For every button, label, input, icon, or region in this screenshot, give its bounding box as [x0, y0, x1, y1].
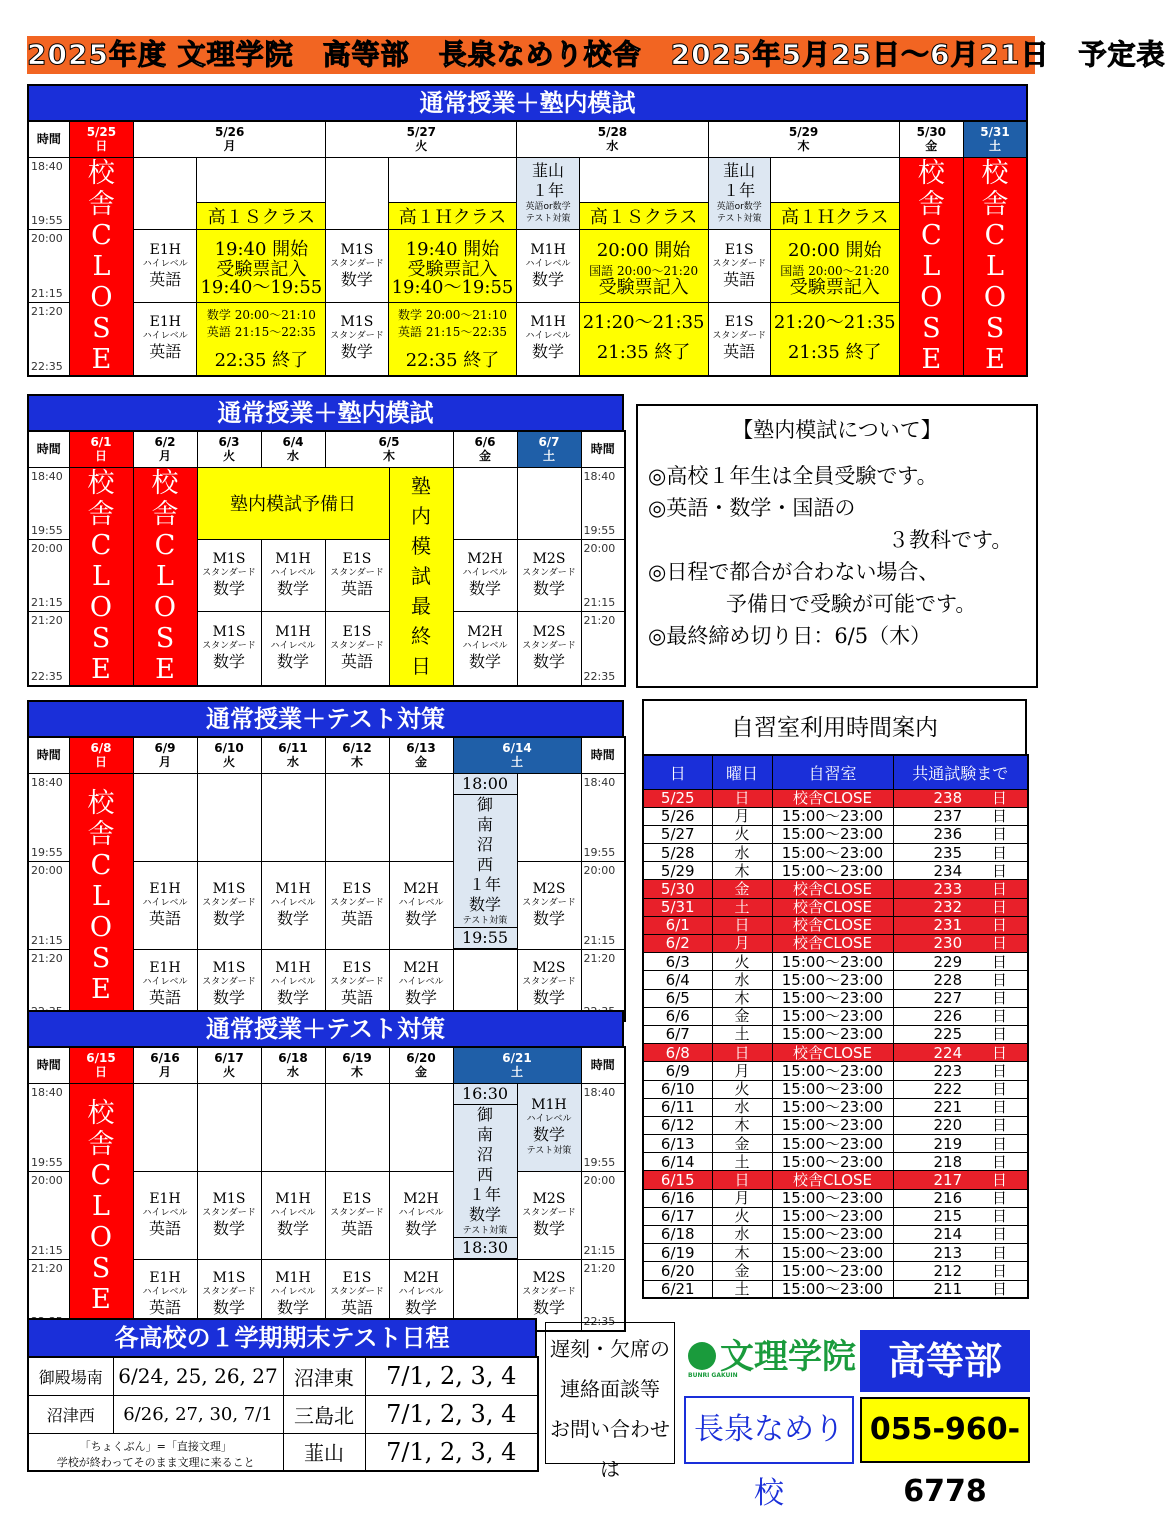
class-cell: M1S スタンダード 数学: [326, 230, 388, 303]
time-header: 時間: [28, 431, 69, 467]
nirayama-cell: 韮山 １年 英語or数学 テスト対策: [708, 157, 770, 230]
self-study-row: 6/3 火 15:00～23:00 229 日: [643, 953, 1028, 971]
day-header: 6/3 火: [197, 431, 261, 467]
class-cell: M1S スタンダード 数学: [197, 612, 261, 686]
self-study-row: 6/14 土 15:00～23:00 218 日: [643, 1153, 1028, 1171]
school-name: 長泉なめり校: [684, 1396, 854, 1464]
self-study-row: 5/27 火 15:00～23:00 236 日: [643, 825, 1028, 843]
mock-cell: 19:40 開始 受験票記入 19:40～19:55: [388, 230, 517, 303]
self-study-row: 6/2 月 校舎CLOSE 230 日: [643, 935, 1028, 953]
close-cell: 校 舎 C L O S E: [69, 773, 133, 1021]
mock-cell: 20:00 開始 国語 20:00～21:20 受験票記入: [579, 230, 708, 303]
class-cell: E1S スタンダード 英語: [708, 230, 770, 303]
mock-exam-info: 【塾内模試について】 ◎高校１年生は全員受験です。 ◎英語・数学・国語の ３教科です。 ◎日程で都合が合わない場合、 予備日で受験が可能です。 ◎最終締め切り日：6/5（木）: [636, 404, 1038, 688]
mock-cell: 20:00 開始 国語 20:00～21:20 受験票記入: [770, 230, 899, 303]
self-study-panel: 自習室利用時間案内 日 曜日 自習室 共通試験まで 5/25 日 校舎CLOSE 238 日 5/26 月 15:00～23:00 237 日 5/27 火 15:00～23:00 236 日 5/28 水 15:00～23:00 235 日 5/29 木 15:00～23:00 234 日 5/30 金 校舎CLOSE 233 日 5/31 土 校舎CLOSE 232 日 6/1 日 校舎CLOSE 231 日 6/2 月 校舎CLOSE 230 日 6/3 火 15:00～23:00 229 日 6/4 水 15:00～23:00 228 日 6/5 木 15:00～23:00 227 日 6/6 金 15:00～23:00 226 日 6/7 土 15:00～23:00 225 日 6/8 日 校舎CLOSE 224 日 6/9 月 15:00～23:00 223 日 6/10 火 15:00～23:00 222 日 6/11 水 15:00～23:00 221 日 6/12 木 15:00～23:00 220 日 6/13 金 15:00～23:00 219 日 6/14 土 15:00～23:00 218 日 6/15 日 校舎CLOSE 217 日 6/16 月 15:00～23:00 216 日 6/17 火 15:00～23:00 215 日 6/18 水 15:00～23:00 214 日 6/19 木 15:00～23:00 213 日 6/20 金 15:00～23:00 212 日 6/21 土 15:00～23:00 211 日: [642, 699, 1027, 1299]
day-header: 5/28 水: [517, 121, 708, 157]
day-header-sat: 5/31 土: [964, 121, 1028, 157]
mock-cell: 19:40 開始 受験票記入 19:40～19:55: [197, 230, 326, 303]
day-header-sun: 6/1 日: [69, 431, 133, 467]
self-study-row: 6/7 土 15:00～23:00 225 日: [643, 1025, 1028, 1043]
class-label: 高１Ｈクラス: [771, 202, 899, 229]
class-cell: E1S スタンダード 英語: [708, 303, 770, 376]
day-header: 5/26 月: [134, 121, 326, 157]
term-test-schedule: 各高校の１学期期末テスト日程 御殿場南 6/24, 25, 26, 27 沼津東 7/1, 2, 3, 4 沼津西 6/26, 27, 30, 7/1 三島北 7/1, 2, 3, 4 「ちょくぶん」=「直接文理」 学校が終わってそのまま文理に来ること 韮山 7/1, 2, 3, 4: [27, 1318, 537, 1472]
self-study-row: 5/25 日 校舎CLOSE 238 日: [643, 789, 1028, 807]
self-study-row: 6/21 土 15:00～23:00 211 日: [643, 1280, 1028, 1298]
mock-cell: 数学 20:00～21:10 英語 21:15～22:35 22:35 終了: [197, 303, 326, 376]
close-cell: 校 舎 C L O S E: [69, 467, 133, 686]
self-study-row: 6/15 日 校舎CLOSE 217 日: [643, 1171, 1028, 1189]
self-study-row: 6/17 火 15:00～23:00 215 日: [643, 1207, 1028, 1225]
class-cell: M2H ハイレベル 数学: [453, 612, 517, 686]
time-header: 時間: [581, 431, 625, 467]
class-cell: M2H ハイレベル 数学: [453, 540, 517, 612]
day-header-sat: 6/7 土: [517, 431, 581, 467]
day-header: 6/2 月: [133, 431, 197, 467]
phone-number[interactable]: 055-960-6778: [860, 1397, 1030, 1463]
self-study-row: 5/29 木 15:00～23:00 234 日: [643, 862, 1028, 880]
class-label: 高１Ｓクラス: [197, 202, 325, 229]
class-cell: M2S スタンダード 数学: [517, 612, 581, 686]
time-header: 時間: [28, 121, 69, 157]
self-study-row: 5/28 水 15:00～23:00 235 日: [643, 844, 1028, 862]
class-cell: E1H ハイレベル 英語: [134, 230, 197, 303]
self-study-row: 5/26 月 15:00～23:00 237 日: [643, 807, 1028, 825]
self-study-row: 6/4 水 15:00～23:00 228 日: [643, 971, 1028, 989]
page-title: 2025年度 文理学院 高等部 長泉なめり校舎 2025年5月25日～6月21日 予定表: [27, 36, 1035, 74]
class-cell: M1H ハイレベル 数学: [517, 230, 579, 303]
day-header-sun: 5/25 日: [69, 121, 133, 157]
close-cell: 校 舎 C L O S E: [133, 467, 197, 686]
class-cell: E1H ハイレベル 英語: [134, 303, 197, 376]
class-cell: M1H ハイレベル 数学: [517, 303, 579, 376]
day-header: 6/6 金: [453, 431, 517, 467]
mock-cell: 21:20～21:35 21:35 終了: [579, 303, 708, 376]
class-cell: M1H ハイレベル 数学: [261, 540, 325, 612]
day-header: 5/30 金: [899, 121, 963, 157]
day-header: 6/5 木: [325, 431, 453, 467]
close-cell: 校 舎 C L O S E: [964, 157, 1028, 376]
test-prep-cell: 16:30 御 南 沼 西 １年 数学 テスト対策 18:30: [453, 1083, 517, 1259]
class-cell: M1S スタンダード 数学: [197, 540, 261, 612]
self-study-row: 6/1 日 校舎CLOSE 231 日: [643, 916, 1028, 934]
schedule-week-1: [27, 84, 1028, 377]
close-cell: 校 舎 C L O S E: [69, 157, 133, 376]
class-label: 高１Ｈクラス: [389, 202, 517, 229]
self-study-row: 6/5 木 15:00～23:00 227 日: [643, 989, 1028, 1007]
schedule-week-2: 通常授業＋塾内模試 時間 6/1 日 6/2 月 6/3 火 6/4 水 6/5 木 6/6 金 6/7 土 時間 18:40 19:55 校 舎 C L O S E 校 舎 C L O S E 塾内模試予備日 塾 内 模 試 最 終 日 18:40 19:55 20:00 21:15 M1S スタンダード 数学 M1H ハイレベル 数学 E1S スタンダード 英語 M2H ハイレベル 数学 M2S スタンダード 数学 20:00 21:15 21:20 22:35 M1S スタンダード 数学 M1H ハイレベル 数学 E1S スタンダード 英語 M2H ハイレベル 数学 M2S スタンダード 数学 21:20 22:35: [27, 394, 624, 687]
self-study-row: 5/31 土 校舎CLOSE 232 日: [643, 898, 1028, 916]
day-header: 5/29 木: [708, 121, 899, 157]
self-study-row: 6/13 金 15:00～23:00 219 日: [643, 1135, 1028, 1153]
self-study-row: 6/12 木 15:00～23:00 220 日: [643, 1116, 1028, 1134]
class-cell: M1S スタンダード 数学: [326, 303, 388, 376]
self-study-row: 6/18 水 15:00～23:00 214 日: [643, 1226, 1028, 1244]
mock-cell: 数学 20:00～21:10 英語 21:15～22:35 22:35 終了: [388, 303, 517, 376]
nirayama-cell: 韮山 １年 英語or数学 テスト対策: [517, 157, 579, 230]
section-header: 通常授業＋塾内模試: [27, 394, 624, 430]
day-header: 6/4 水: [261, 431, 325, 467]
self-study-row: 6/6 金 15:00～23:00 226 日: [643, 1007, 1028, 1025]
close-cell: 校 舎 C L O S E: [69, 1083, 133, 1331]
self-study-row: 6/16 月 15:00～23:00 216 日: [643, 1189, 1028, 1207]
self-study-row: 6/19 木 15:00～23:00 213 日: [643, 1244, 1028, 1262]
self-study-row: 6/11 水 15:00～23:00 221 日: [643, 1098, 1028, 1116]
section-header: 通常授業＋テスト対策: [27, 700, 624, 736]
day-header: 5/27 火: [326, 121, 517, 157]
time-cell: 18:40 19:55: [28, 157, 69, 230]
mock-final-day: 塾 内 模 試 最 終 日: [389, 467, 453, 686]
class-cell: M2S スタンダード 数学: [517, 540, 581, 612]
class-cell: M1H ハイレベル 数学: [261, 612, 325, 686]
mock-cell: 21:20～21:35 21:35 終了: [770, 303, 899, 376]
contact-box: 遅刻・欠席の 連絡面談等 お問い合わせは: [545, 1322, 675, 1464]
logo-mark-icon: [688, 1342, 716, 1370]
time-cell: 20:00 21:15: [28, 230, 69, 303]
schedule-week-4: 通常授業＋テスト対策 時間 6/15 日 6/16 月 6/17 火 6/18 水 6/19 木 6/20 金 6/21 土 時間 18:40 19:55 校 舎 C L O S E 16:30 御 南 沼 西 １年 数学 テスト対策 18:30 M1H ハイレベル 数学 テスト対策 18:40 19:55 20:00 21:15 E1H ハイレベル 英語 M1S スタンダード 数学 M1H ハイレベル 数学 E1S スタンダード 英語 M2H ハイレベル 数学 M2S スタンダード 数学 20:00 21:15 21:20 E1H ハイレベル 英語 M1S スタンダード 数学 M1H ハイレベル 数学 E1S スタンダード 英語 M2H ハイレベル 数学 M2S スタンダード 数学 21:20 22:35: [27, 1010, 624, 1332]
class-cell: E1S スタンダード 英語: [325, 612, 389, 686]
self-study-row: 6/8 日 校舎CLOSE 224 日: [643, 1044, 1028, 1062]
class-label: 高１Ｓクラス: [580, 202, 708, 229]
close-cell: 校 舎 C L O S E: [899, 157, 963, 376]
mock-reserve-day: 塾内模試予備日: [197, 467, 389, 540]
time-cell: 21:20 22:35: [28, 303, 69, 376]
self-study-row: 6/20 金 15:00～23:00 212 日: [643, 1262, 1028, 1280]
schedule-week-3: 通常授業＋テスト対策 時間 6/8 日 6/9 月 6/10 火 6/11 水 6/12 木 6/13 金 6/14 土 時間 18:40 19:55 校 舎 C L O S E 18:00 御 南 沼 西 １年 数学 テスト対策 19:55 18:40 19:55 20:00 21:15 E1H ハイレベル 英語 M1S スタンダード 数学 M1H ハイレベル 数学 E1S スタンダード 英語 M2H ハイレベル 数学 M2S スタンダード 数学 20:00 21:15 21:20 E1H ハイレベル 英語 M1S スタンダード 数学 M1H ハイレベル 数学 E1S スタンダード 英語 M2H ハイレベル 数学 M2S スタンダード 数学 21:20: [27, 700, 624, 1022]
section-header: 通常授業＋テスト対策: [27, 1010, 624, 1046]
section-header: 通常授業＋塾内模試: [27, 84, 1028, 120]
self-study-row: 6/9 月 15:00～23:00 223 日: [643, 1062, 1028, 1080]
class-cell: E1S スタンダード 英語: [325, 540, 389, 612]
dept-label: 高等部: [860, 1330, 1030, 1392]
brand-logo: BUNRI GAKUIN 文理学院: [688, 1337, 856, 1379]
test-prep-cell: 18:00 御 南 沼 西 １年 数学 テスト対策 19:55: [453, 773, 517, 949]
self-study-row: 5/30 金 校舎CLOSE 233 日: [643, 880, 1028, 898]
self-study-row: 6/10 火 15:00～23:00 222 日: [643, 1080, 1028, 1098]
